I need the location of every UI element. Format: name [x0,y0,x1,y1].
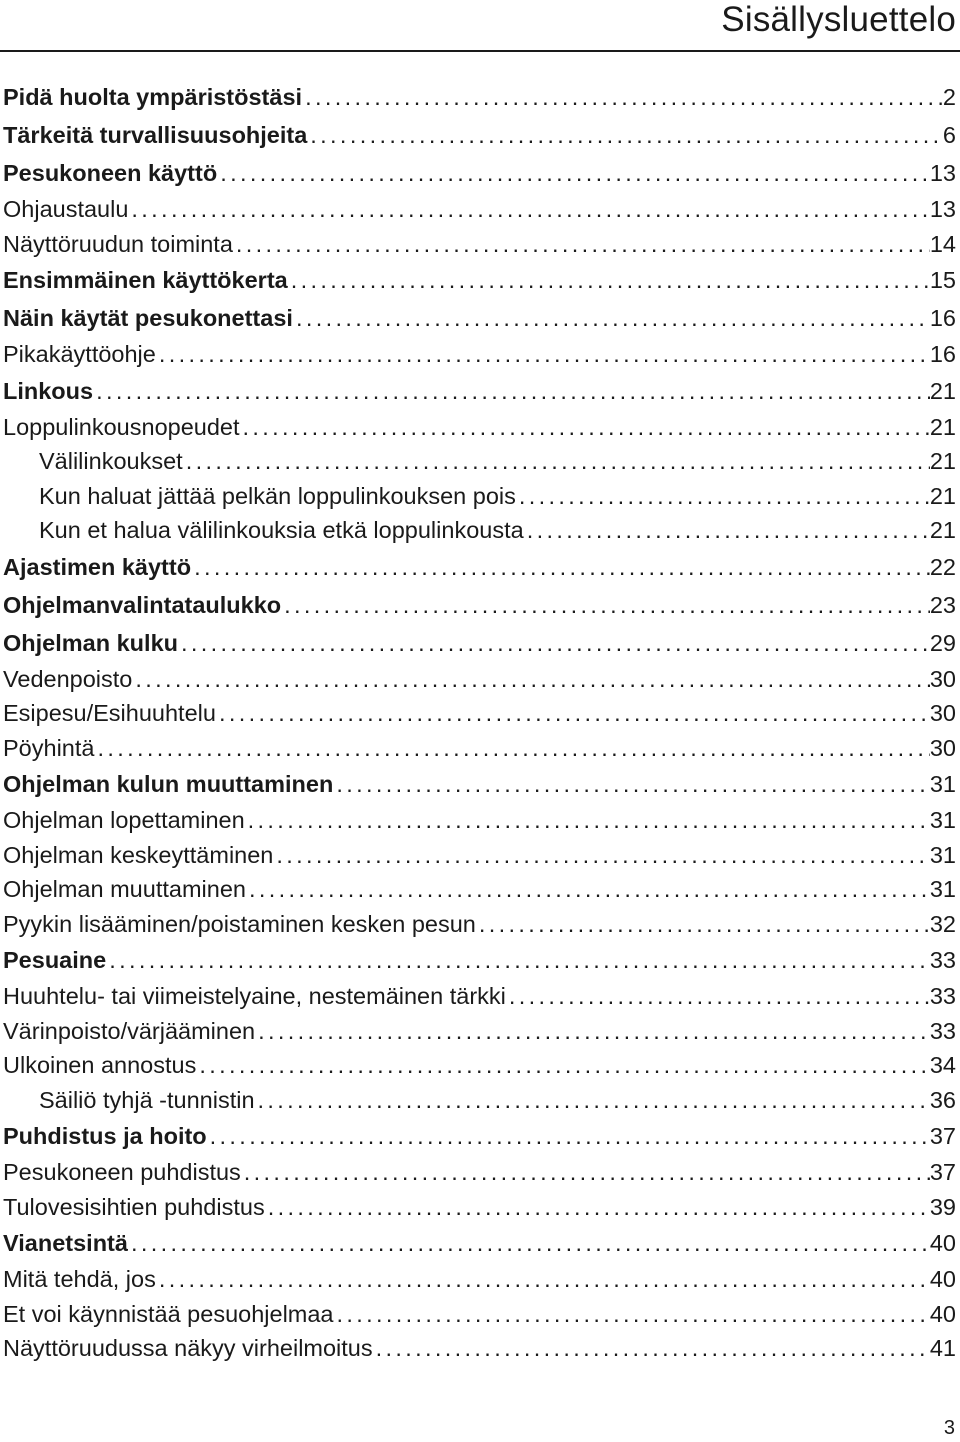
title-divider [0,50,960,52]
toc-dot-leader [94,731,929,766]
toc-dot-leader [217,154,930,192]
toc-entry-page-number: 33 [929,1017,956,1044]
toc-dot-leader [128,1224,930,1262]
toc-entry[interactable] [3,410,956,445]
toc-entry[interactable] [3,1048,956,1083]
toc-entry[interactable] [3,1224,956,1262]
toc-entry-label: Värinpoisto/värjääminen [3,1017,256,1044]
toc-entry[interactable] [3,479,956,514]
toc-entry-page-number: 21 [929,517,956,543]
toc-entry-label: Ohjelman muuttaminen [3,876,246,902]
toc-entry-page-number: 16 [929,341,956,367]
toc-entry-label: Ohjelman lopettaminen [3,807,245,833]
toc-dot-leader [333,765,930,803]
toc-entry-label: Ulkoinen annostus [3,1052,197,1078]
toc-entry-page-number: 14 [929,230,956,257]
toc-entry-label: Puhdistus ja hoito [3,1123,207,1149]
toc-entry[interactable] [3,1014,956,1049]
toc-dot-leader [476,907,930,942]
toc-dot-leader [293,299,930,337]
toc-entry-label: Vedenpoisto [3,665,133,692]
toc-entry-label: Mitä tehdä, jos [3,1266,156,1292]
toc-entry-label: Tulovesisihtien puhdistus [3,1193,265,1220]
toc-dot-leader [183,444,930,479]
toc-entry-label: Kun haluat jättää pelkän loppulinkouksen pois [39,482,516,509]
toc-entry[interactable] [3,765,956,803]
toc-entry-page-number: 21 [929,377,956,404]
toc-entry-label: Et voi käynnistää pesuohjelmaa [3,1300,334,1327]
toc-entry-page-number: 39 [929,1193,956,1220]
toc-entry-label: Loppulinkousnopeudet [3,413,240,440]
toc-entry-page-number: 36 [929,1086,956,1113]
toc-dot-leader [156,1262,930,1297]
toc-entry[interactable] [3,1190,956,1225]
toc-entry[interactable] [3,1117,956,1155]
toc-dot-leader [334,1297,930,1332]
toc-dot-leader [240,410,930,445]
toc-entry-label: Pikakäyttöohje [3,341,156,367]
toc-dot-leader [156,337,930,372]
toc-dot-leader [216,696,930,731]
toc-entry-label: Kun et halua välilinkouksia etkä loppulinkousta [39,517,524,543]
toc-entry[interactable] [3,586,956,624]
toc-entry[interactable] [3,513,956,548]
toc-entry[interactable] [3,662,956,697]
toc-entry[interactable] [3,1262,956,1297]
toc-entry-page-number: 34 [929,1052,956,1078]
toc-entry-label: Näin käytät pesukonettasi [3,305,293,331]
toc-dot-leader [302,78,943,116]
toc-entry-page-number: 21 [929,448,956,474]
toc-entry-page-number: 2 [942,84,956,110]
toc-dot-leader [241,1155,930,1190]
toc-entry[interactable] [3,116,956,154]
toc-dot-leader [106,941,930,979]
toc-entry-page-number: 30 [929,734,956,761]
toc-entry[interactable] [3,731,956,766]
toc-entry[interactable] [3,192,956,227]
toc-entry[interactable] [3,803,956,838]
toc-entry-page-number: 29 [929,629,956,656]
toc-entry-label: Huuhtelu- tai viimeistelyaine, nestemäinen tärkki [3,983,506,1009]
toc-entry-page-number: 40 [929,1230,956,1256]
toc-entry-page-number: 32 [929,910,956,937]
toc-entry[interactable] [3,941,956,979]
toc-dot-leader [516,479,930,514]
toc-entry[interactable] [3,1083,956,1118]
toc-entry[interactable] [3,337,956,372]
toc-entry-page-number: 33 [929,947,956,973]
toc-dot-leader [128,192,929,227]
toc-entry-page-number: 13 [929,160,956,186]
toc-dot-leader [373,1331,930,1366]
toc-entry[interactable] [3,838,956,873]
toc-dot-leader [506,979,930,1014]
toc-dot-leader [196,1048,930,1083]
toc-entry-page-number: 15 [929,267,956,293]
toc-entry-page-number: 40 [929,1300,956,1327]
toc-entry[interactable] [3,872,956,907]
toc-entry[interactable] [3,444,956,479]
toc-entry[interactable] [3,154,956,192]
toc-entry-page-number: 23 [929,591,956,618]
toc-entry-label: Välilinkoukset [39,448,183,474]
toc-entry-label: Pöyhintä [3,734,95,761]
toc-entry-label: Näyttöruudun toiminta [3,230,233,257]
toc-entry[interactable] [3,548,956,586]
toc-dot-leader [265,1190,930,1225]
toc-dot-leader [132,662,929,697]
toc-entry[interactable] [3,624,956,662]
toc-entry-label: Näyttöruudussa näkyy virheilmoitus [3,1335,373,1361]
toc-dot-leader [191,548,930,586]
toc-entry-label: Ohjelman keskeyttäminen [3,841,274,868]
toc-entry[interactable] [3,979,956,1014]
toc-entry-page-number: 41 [929,1335,956,1361]
toc-entry[interactable] [3,696,956,731]
toc-dot-leader [233,227,930,262]
toc-entry-label: Tärkeitä turvallisuusohjeita [3,122,308,148]
toc-dot-leader [207,1117,930,1155]
toc-entry-label: Ajastimen käyttö [3,553,192,580]
toc-entry[interactable] [3,907,956,942]
toc-dot-leader [273,838,929,873]
toc-entry-page-number: 31 [929,841,956,868]
toc-entry-label: Pyykin lisääminen/poistaminen kesken pesun [3,910,476,937]
toc-entry-page-number: 37 [929,1159,956,1185]
toc-entry-page-number: 13 [929,196,956,222]
toc-entry-page-number: 37 [929,1123,956,1149]
toc-entry-page-number: 40 [929,1266,956,1292]
toc-dot-leader [178,624,930,662]
toc-entry-page-number: 6 [942,122,956,148]
toc-entry[interactable] [3,261,956,299]
toc-entry-label: Vianetsintä [3,1230,128,1256]
toc-entry-page-number: 31 [929,807,956,833]
toc-entry-page-number: 16 [929,305,956,331]
toc-entry-page-number: 21 [929,413,956,440]
toc-entry-page-number: 33 [929,983,956,1009]
toc-entry-page-number: 21 [929,482,956,509]
toc-dot-leader [255,1083,930,1118]
toc-dot-leader [524,513,930,548]
toc-entry-label: Ohjaustaulu [3,196,129,222]
toc-entry-label: Pidä huolta ympäristöstäsi [3,84,303,110]
toc-entry[interactable] [3,299,956,337]
toc-entry-page-number: 31 [929,771,956,797]
toc-entry[interactable] [3,78,956,116]
toc-dot-leader [255,1014,930,1049]
page-title: Sisällysluettelo [721,0,956,39]
toc-dot-leader [246,872,930,907]
toc-entry-page-number: 30 [929,700,956,726]
toc-entry-label: Ohjelman kulun muuttaminen [3,771,334,797]
toc-entry-page-number: 22 [929,553,956,580]
toc-entry-label: Ensimmäinen käyttökerta [3,267,288,293]
toc-entry-label: Pesukoneen puhdistus [3,1159,241,1185]
toc-entry[interactable] [3,1297,956,1332]
toc-entry-page-number: 30 [929,665,956,692]
toc-dot-leader [281,586,930,624]
toc-entry[interactable] [3,227,956,262]
toc-dot-leader [288,261,930,299]
toc-entry[interactable] [3,372,956,410]
page-number: 3 [943,1417,955,1439]
toc-entry-label: Pesuaine [3,947,107,973]
toc-entry-label: Esipesu/Esihuuhtelu [3,700,216,726]
toc-entry-label: Säiliö tyhjä -tunnistin [39,1086,255,1113]
toc-entry-label: Pesukoneen käyttö [3,160,218,186]
toc-entry-label: Linkous [3,377,94,404]
table-of-contents [3,78,956,1366]
toc-entry-label: Ohjelman kulku [3,629,178,656]
toc-entry-page-number: 31 [929,876,956,902]
toc-entry-label: Ohjelmanvalintataulukko [3,591,282,618]
toc-dot-leader [93,372,930,410]
toc-dot-leader [245,803,930,838]
toc-dot-leader [307,116,943,154]
toc-entry[interactable] [3,1155,956,1190]
toc-entry[interactable] [3,1331,956,1366]
